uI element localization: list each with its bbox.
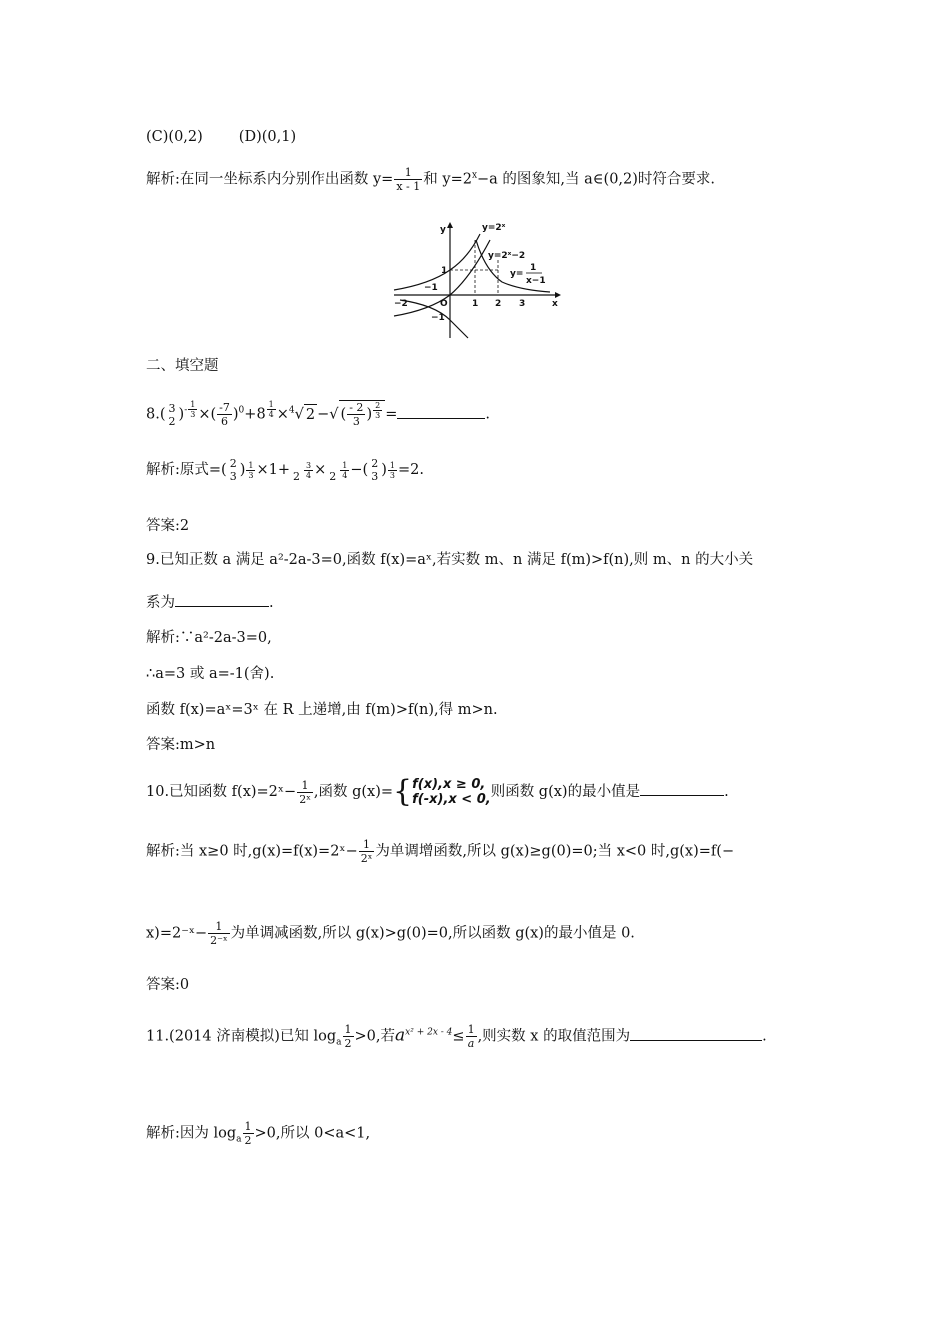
answer-blank <box>630 1026 762 1041</box>
q8-solution: 解析:原式=( 2 3 ) $\frac{1}{3}$ ×1+ 2 $\frac{3}{4}$ × 2 $\frac{1}{4}$ −( 2 3 ) $\frac{1}{3}$ =2. <box>146 457 424 483</box>
options-line <box>146 127 296 147</box>
tick-x-1: 1 <box>472 299 479 309</box>
y-axis-label: y <box>440 225 446 235</box>
q9-solution-line1: 解析:∵a²-2a-3=0, <box>146 630 272 646</box>
option-c: (C)(0,2) <box>146 129 203 145</box>
question-10: 10.已知函数 f(x)=2ˣ− $\frac{1}{\text{2ˣ}}$ ,函数 g(x)={ f(x),x ≥ 0, f(-x),x < 0, 则函数 g(x)的最小值是 . <box>146 774 729 809</box>
x-axis-label: x <box>552 299 558 309</box>
answer-blank <box>397 404 485 419</box>
tick-x-2: 2 <box>495 299 502 309</box>
origin-label: O <box>440 299 448 309</box>
q7-solution: 解析:在同一坐标系内分别作出函数 y= $\frac{1}{x - 1}$ 和 $y=2^x-a$ 的图象知,当 a∈(0,2)时符合要求. <box>146 166 716 193</box>
q10-solution-line1: 解析:当 x≥0 时,g(x)=f(x)=2ˣ− $\frac{1}{\text{2ˣ}}$ 为单调增函数,所以 g(x)≥g(0)=0;当 x<0 时,g(x)=f(− <box>146 838 735 865</box>
curve-label-2x: y=2ˣ <box>482 223 506 233</box>
q8-answer: 答案:2 <box>146 518 190 534</box>
svg-text:x−1: x−1 <box>526 276 546 286</box>
svg-text:1: 1 <box>530 263 537 273</box>
curve-label-2x-minus-2: y=2ˣ−2 <box>488 251 526 261</box>
piecewise-brace: { <box>393 774 413 809</box>
tick-y-neg1: −1 <box>431 313 445 323</box>
answer-blank <box>175 592 269 607</box>
option-d: (D)(0,1) <box>238 129 297 145</box>
tick-y-1: 1 <box>441 266 448 276</box>
tick-x-3: 3 <box>519 299 526 309</box>
q9-solution-line3: 函数 f(x)=aˣ=3ˣ 在 R 上递增,由 f(m)>f(n),得 m>n. <box>146 702 498 718</box>
q9-solution-line2: ∴a=3 或 a=-1(舍). <box>146 666 275 682</box>
question-9-line1: 9.已知正数 a 满足 a²-2a-3=0,函数 f(x)=aˣ,若实数 m、n 满足 f(m)>f(n),则 m、n 的大小关 <box>146 552 754 568</box>
tick-x-neg1: −1 <box>424 283 438 293</box>
answer-blank <box>640 781 724 796</box>
question-9-line2: 系为 . <box>146 592 274 613</box>
question-11: 11.(2014 济南模拟)已知 $\log_a$ $\frac{1}{2}$ >0,若$a^{x^2 + 2x - 4}\le$ $\frac{1}{a}$ ,则实数 x 的取值范围为 . <box>146 1023 767 1050</box>
q11-solution: 解析:因为 $\log_a$ $\frac{1}{2}$ >0,所以 0<a<1, <box>146 1120 371 1147</box>
q9-answer: 答案:m>n <box>146 737 216 753</box>
curve-label-reciprocal: y= <box>510 269 524 279</box>
piecewise-cases: f(x),x ≥ 0, f(-x),x < 0, <box>412 777 491 807</box>
q10-answer: 答案:0 <box>146 977 190 993</box>
function-graph <box>390 220 565 340</box>
fraction: $\frac{1}{x - 1}$ <box>396 166 421 193</box>
question-8: 8.( 3 2 )- $\frac{1}{3}$ ×( $\frac{-7}{6}$ )$^0$+8 $\frac{1}{4}$ ×$^4$√ 2 −√ ( $\frac{- 2}{3}$ ) $\frac{2}{3}$ = . <box>146 400 490 428</box>
q10-solution-line2: x)=2⁻ˣ− $\frac{1}{\text{2⁻ˣ}}$ 为单调减函数,所以 g(x)>g(0)=0,所以函数 g(x)的最小值是 0. <box>146 920 635 947</box>
section-title: 二、填空题 <box>146 358 219 374</box>
tick-x-neg2: −2 <box>394 299 408 309</box>
